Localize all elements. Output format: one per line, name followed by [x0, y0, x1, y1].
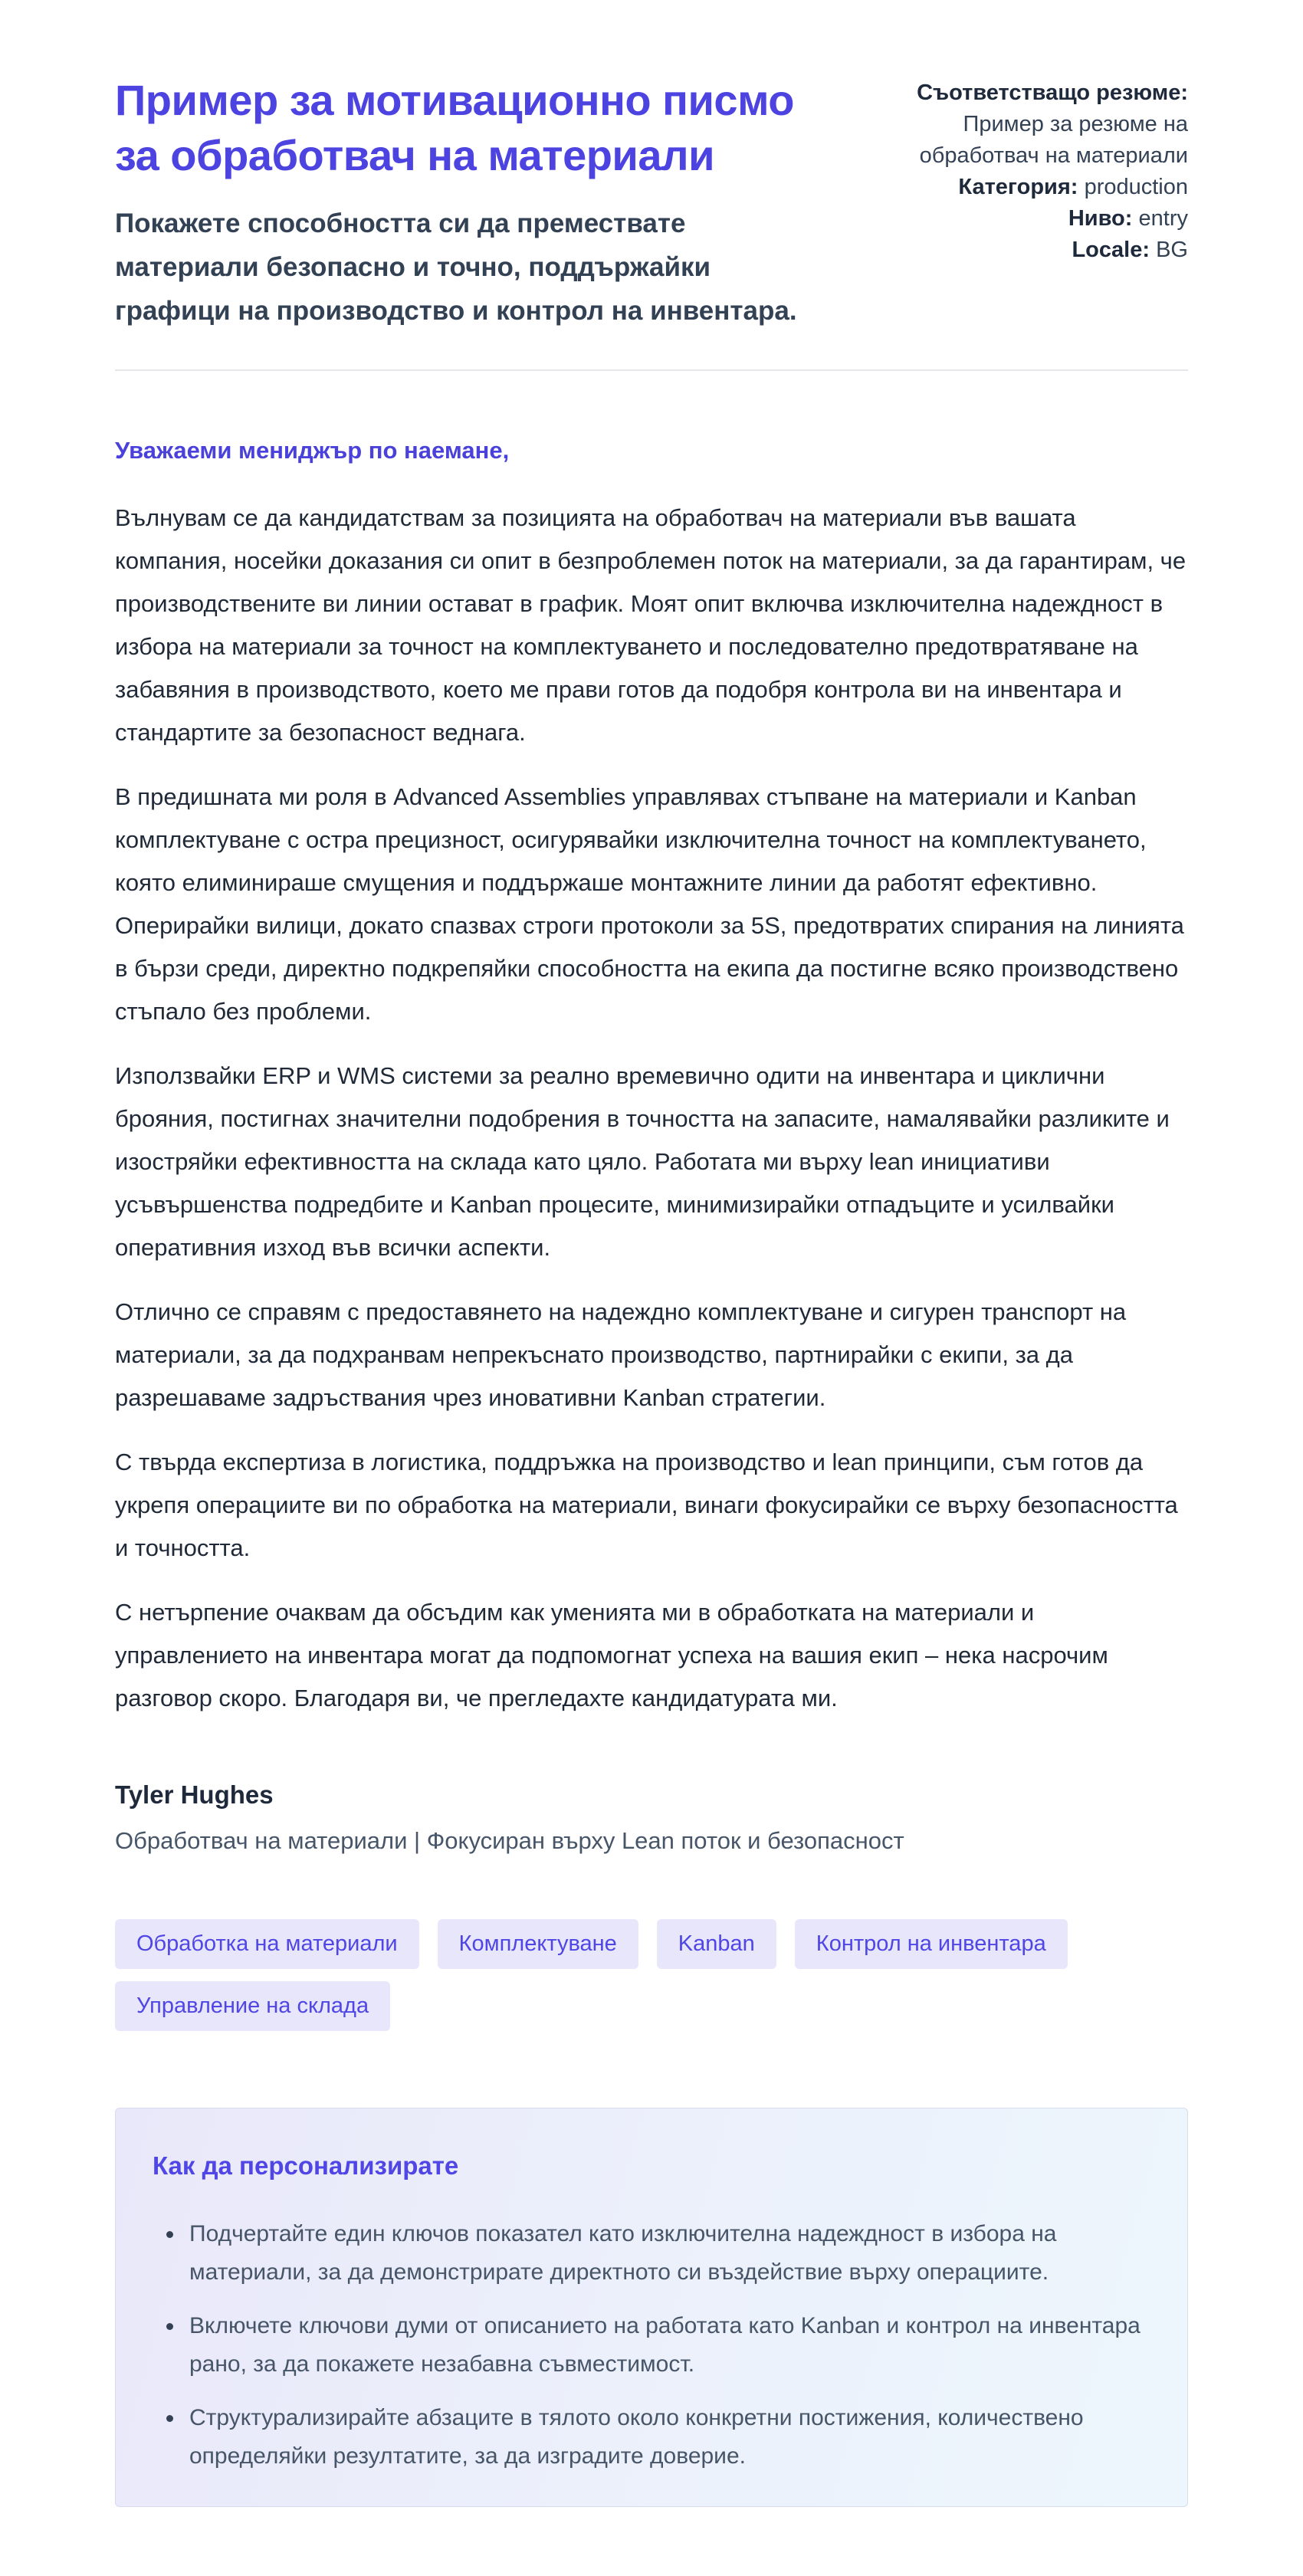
level-value: entry [1138, 206, 1188, 231]
personalize-title: Как да персонализирате [153, 2151, 459, 2180]
meta-panel [858, 73, 1188, 266]
signature-role: Обработвач на материали | Фокусиран върху Lean поток и безопасност [115, 1827, 904, 1854]
signature-name: Tyler Hughes [115, 1780, 274, 1809]
category-value: production [1084, 175, 1188, 199]
letter-greeting: Уважаеми мениджър по наемане, [115, 437, 510, 464]
tag-inventory-control[interactable]: Контрол на инвентара [795, 1919, 1068, 1969]
meta-row-level [858, 203, 1188, 235]
locale-label: Locale: [1072, 238, 1150, 262]
tag-picking[interactable]: Комплектуване [438, 1919, 638, 1969]
tag-kanban[interactable]: Kanban [657, 1919, 776, 1969]
personalize-bullet-3: • Структурализирайте абзаците в тялото около конкретни постижения, количествено определяйки резултатите, за да изградите доверие. [185, 2399, 1144, 2476]
header-title-block [115, 73, 828, 333]
tag-warehouse-management[interactable]: Управление на склада [115, 1981, 390, 2031]
page-subtitle: Покажете способността си да премествате материали безопасно и точно, поддържайки графици на производство и контрол на инвентара. [115, 208, 797, 326]
locale-value: BG [1156, 238, 1188, 262]
signature-block [115, 1780, 1188, 1858]
personalize-box [115, 2108, 1188, 2507]
header [115, 73, 1188, 333]
personalize-list [153, 2215, 1144, 2476]
personalize-bullet-1: • Подчертайте един ключов показател като изключителна надеждност в избора на материали, за да демонстрирате директното си въздействие върху операциите. [185, 2215, 1144, 2292]
matching-resume-label: Съответстващо резюме: [917, 80, 1188, 105]
letter-body [115, 435, 1188, 1858]
letter-paragraph-4: Отлично се справям с предоставянето на надеждно комплектуване и сигурен транспорт на материали, за да подхранвам непрекъснато производство, партнирайки с екипи, за да разрешаваме задръствания чрез иновативни Kanban стратегии. [115, 1298, 1127, 1411]
level-label: Ниво: [1068, 206, 1133, 231]
meta-row-locale [858, 235, 1188, 266]
header-divider [115, 369, 1188, 371]
page-title: Пример за мотивационно писмо за обработвач на материали [115, 76, 794, 179]
letter-paragraph-6: С нетърпение очаквам да обсъдим как уменията ми в обработката на материали и управлението на инвентара могат да подпомогнат успеха на вашия екип – нека насрочим разговор скоро. Благодаря ви, че прегледахте кандидатурата ми. [115, 1599, 1108, 1711]
letter-paragraph-3: Използвайки ERP и WMS системи за реално времевично одити на инвентара и циклични брояния, постигнах значителни подобрения в точността на запасите, намалявайки разликите и изостряйки ефективността на склада като цяло. Работата ми върху lean инициативи усъвършенства подредбите и Kanban процесите, минимизирайки отпадъците и усилвайки оперативния изход във всички аспекти. [115, 1062, 1170, 1261]
tag-material-handling[interactable]: Обработка на материали [115, 1919, 419, 1969]
meta-row-category [858, 172, 1188, 203]
letter-paragraph-5: С твърда експертиза в логистика, поддръжка на производство и lean принципи, съм готов да укрепя операциите ви по обработка на материали, винаги фокусирайки се върху безопасността и точността. [115, 1449, 1178, 1561]
tag-list [115, 1919, 1188, 2031]
letter-paragraph-2: В предишната ми роля в Advanced Assemblies управлявах стъпване на материали и Kanban комплектуване с остра прецизност, осигурявайки изключителна точност на комплектуването, която елиминираше смущения и поддържаше монтажните линии да работят ефективно. Оперирайки вилици, докато спазвах строги протоколи за 5S, предотвратих спирания на линията в бързи среди, директно подкрепяйки способността на екипа да постигне всяко производствено стъпало без проблеми. [115, 783, 1184, 1025]
personalize-bullet-2: • Включете ключови думи от описанието на работата като Kanban и контрол на инвентара рано, за да покажете незабавна съвместимост. [185, 2307, 1144, 2384]
matching-resume-value[interactable]: Пример за резюме на обработвач на материали [919, 112, 1188, 168]
category-label: Категория: [958, 175, 1078, 199]
letter-paragraph-1: Вълнувам се да кандидатствам за позицията на обработвач на материали във вашата компания, носейки доказания си опит в безпроблемен поток на материали, за да гарантирам, че производствените ви линии остават в график. Моят опит включва изключителна надеждност в избора на материали за точност на комплектуването и последователно предотвратяване на забавяния в производството, което ме прави готов да подобря контрола ви на инвентара и стандартите за безопасност веднага. [115, 504, 1186, 746]
